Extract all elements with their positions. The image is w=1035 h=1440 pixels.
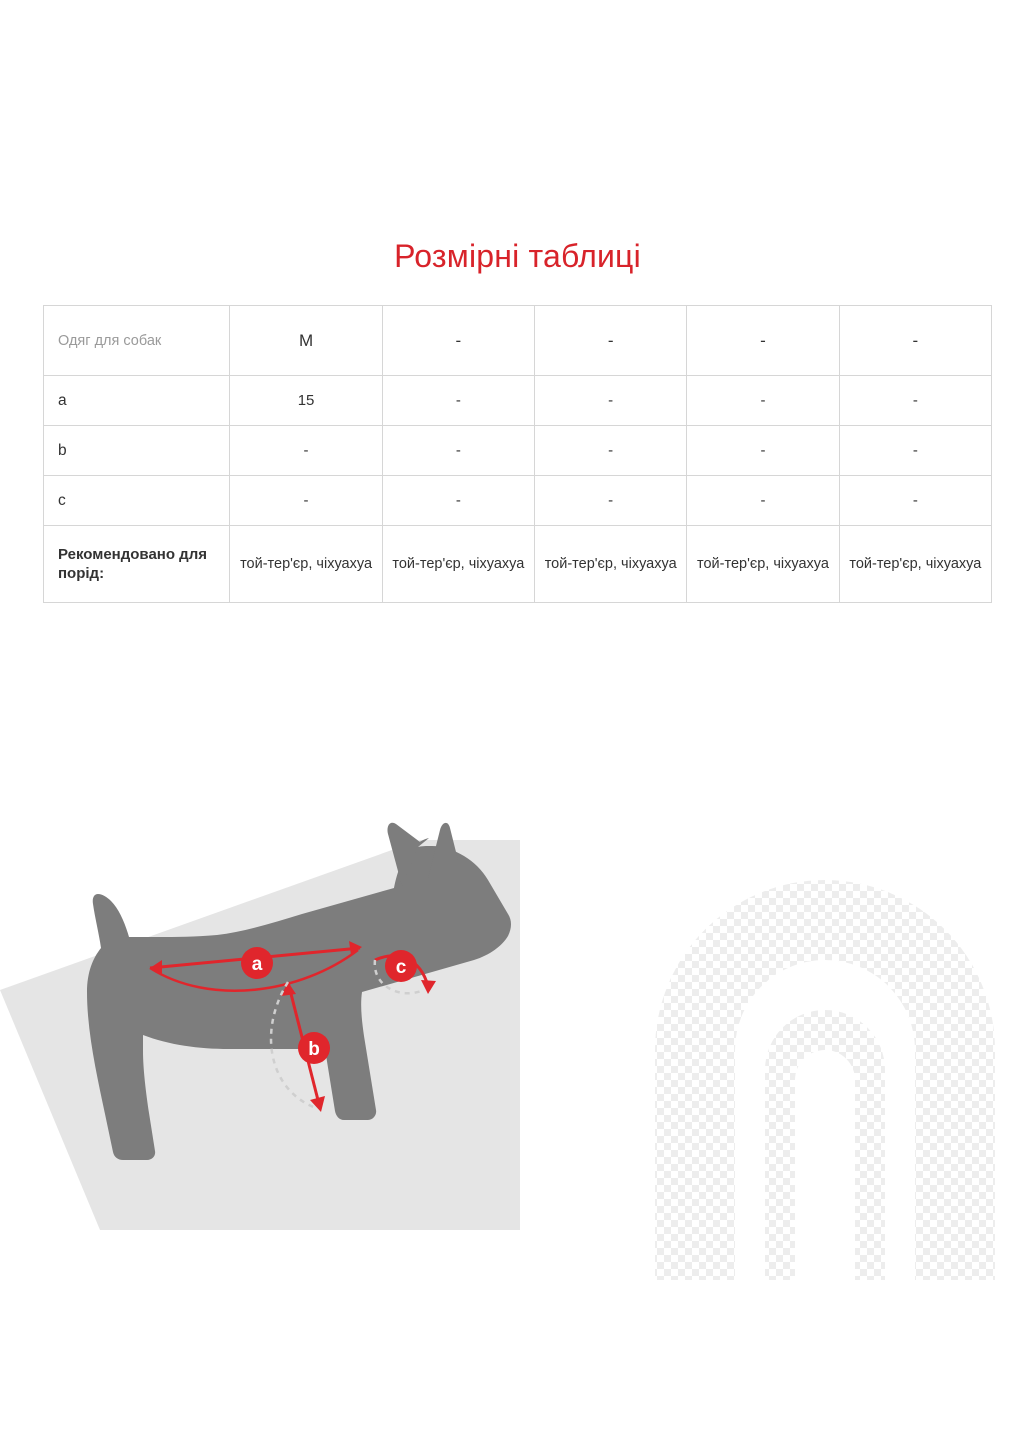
cell-a-5: -	[839, 376, 991, 426]
cell-breeds-4: той-тер'єр, чіхуахуа	[687, 526, 839, 603]
cell-a-3: -	[535, 376, 687, 426]
measure-badge-c	[385, 950, 417, 982]
cell-size-1: M	[230, 306, 382, 376]
measure-badge-a-label: a	[251, 954, 263, 975]
cell-size-2: -	[382, 306, 534, 376]
cell-b-2: -	[382, 426, 534, 476]
measure-badge-a	[241, 947, 273, 979]
size-table-container	[43, 305, 992, 603]
cell-breeds-1: той-тер'єр, чіхуахуа	[230, 526, 382, 603]
page-title: Розмірні таблиці	[394, 238, 641, 274]
cell-c-1: -	[230, 476, 382, 526]
cell-c-3: -	[535, 476, 687, 526]
measure-badge-b-label: b	[308, 1039, 320, 1060]
table-row-b	[44, 426, 992, 476]
cell-b-3: -	[535, 426, 687, 476]
row-label-b: b	[44, 426, 230, 476]
table-row-header	[44, 306, 992, 376]
row-label-c: c	[44, 476, 230, 526]
decorative-ornament-pattern	[615, 800, 1035, 1280]
measure-badge-c-label: c	[395, 957, 407, 978]
table-row-a	[44, 376, 992, 426]
table-row-breeds	[44, 526, 992, 603]
cell-breeds-3: той-тер'єр, чіхуахуа	[535, 526, 687, 603]
cell-a-4: -	[687, 376, 839, 426]
cell-size-5: -	[839, 306, 991, 376]
row-label-breeds: Рекомендовано для порід:	[44, 526, 230, 603]
cell-c-5: -	[839, 476, 991, 526]
cell-b-4: -	[687, 426, 839, 476]
cell-b-5: -	[839, 426, 991, 476]
table-row-c	[44, 476, 992, 526]
row-label-clothing: Одяг для собак	[44, 306, 230, 376]
cell-breeds-5: той-тер'єр, чіхуахуа	[839, 526, 991, 603]
cell-breeds-2: той-тер'єр, чіхуахуа	[382, 526, 534, 603]
cell-c-2: -	[382, 476, 534, 526]
cell-a-2: -	[382, 376, 534, 426]
row-label-a: a	[44, 376, 230, 426]
cell-c-4: -	[687, 476, 839, 526]
size-table	[43, 305, 992, 603]
cell-a-1: 15	[230, 376, 382, 426]
dog-measurement-diagram	[0, 800, 560, 1280]
measure-badge-b	[298, 1032, 330, 1064]
cell-b-1: -	[230, 426, 382, 476]
cell-size-3: -	[535, 306, 687, 376]
cell-size-4: -	[687, 306, 839, 376]
